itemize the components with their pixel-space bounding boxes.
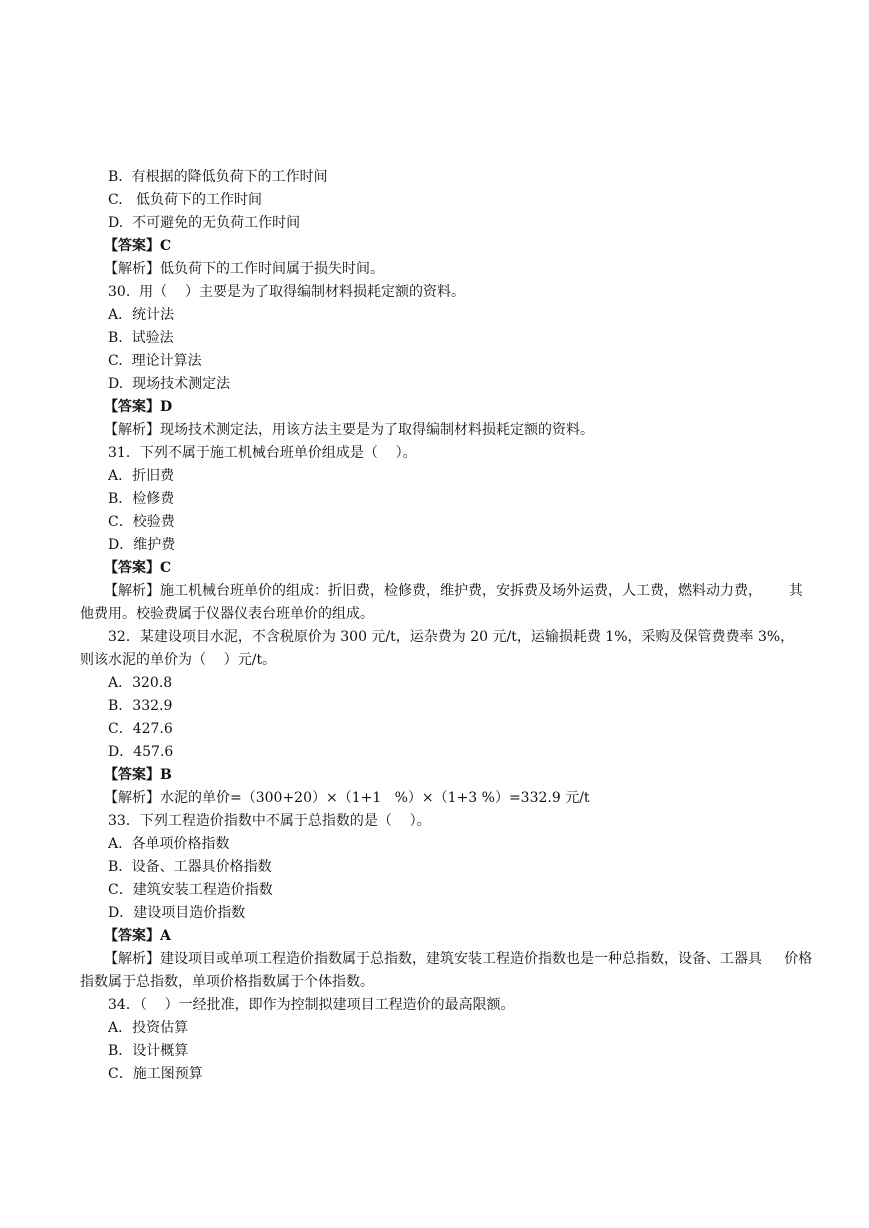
- option-line: C．建筑安装工程造价指数: [108, 882, 273, 898]
- option-line: B．332.9: [108, 698, 173, 714]
- option-line: A．统计法: [108, 307, 175, 323]
- explanation-line: 【解析】水泥的单价=（300+20）×（1+1 %）×（1+3 %）=332.9 元/t: [104, 790, 590, 806]
- option-line: C．施工图预算: [108, 1066, 203, 1082]
- explanation-line: 【解析】建设项目或单项工程造价指数属于总指数，建筑安装工程造价指数也是一种总指数，设备、工器具 价格: [104, 951, 813, 967]
- option-line: C．校验费: [108, 514, 175, 530]
- option-line: C．427.6: [108, 721, 173, 737]
- answer-line: 【答案】C: [104, 238, 172, 254]
- option-line: D．457.6: [108, 744, 174, 760]
- option-line: A．320.8: [108, 675, 173, 691]
- answer-line: 【答案】C: [104, 560, 172, 576]
- question-line: 32．某建设项目水泥，不含税原价为 300 元/t，运杂费为 20 元/t，运输损耗费 1%，采购及保管费费率 3%，: [108, 629, 795, 645]
- option-line: B．设计概算: [108, 1043, 189, 1059]
- option-line: B. 设备、工器具价格指数: [108, 859, 272, 875]
- explanation-line: 【解析】施工机械台班单价的组成：折旧费，检修费，维护费，安拆费及场外运费，人工费，燃料动力费， 其: [104, 583, 803, 599]
- option-line: D. 不可避免的无负荷工作时间: [108, 215, 301, 231]
- option-line: A. 各单项价格指数: [108, 836, 230, 852]
- explanation-continuation: 他费用。校验费属于仪器仪表台班单价的组成。: [80, 606, 374, 622]
- question-line: 30. 用（ ）主要是为了取得编制材料损耗定额的资料。: [108, 284, 465, 300]
- option-line: A．折旧费: [108, 468, 175, 484]
- answer-line: 【答案】A: [104, 928, 171, 944]
- option-line: B．检修费: [108, 491, 175, 507]
- option-line: A．投资估算: [108, 1020, 189, 1036]
- option-line: C. 低负荷下的工作时间: [108, 192, 263, 208]
- option-line: B. 有根据的降低负荷下的工作时间: [108, 169, 328, 185]
- question-continuation: 则该水泥的单价为（ ）元/t。: [80, 652, 277, 668]
- option-line: D．建设项目造价指数: [108, 905, 246, 921]
- explanation-line: 【解析】低负荷下的工作时间属于损失时间。: [104, 261, 384, 277]
- option-line: D. 现场技术测定法: [108, 376, 231, 392]
- option-line: B. 试验法: [108, 330, 174, 346]
- explanation-line: 【解析】现场技术测定法，用该方法主要是为了取得编制材料损耗定额的资料。: [104, 422, 594, 438]
- question-line: 33．下列工程造价指数中不属于总指数的是（ ）。: [108, 813, 431, 829]
- option-line: C. 理论计算法: [108, 353, 202, 369]
- document-body: [0, 166, 869, 1086]
- question-line: 34．（ ）一经批准，即作为控制拟建项目工程造价的最高限额。: [108, 997, 515, 1013]
- question-line: 31．下列不属于施工机械台班单价组成是（ ）。: [108, 445, 417, 461]
- option-line: D．维护费: [108, 537, 176, 553]
- explanation-continuation: 指数属于总指数，单项价格指数属于个体指数。: [80, 974, 374, 990]
- answer-line: 【答案】B: [104, 767, 172, 783]
- answer-line: 【答案】D: [104, 399, 173, 415]
